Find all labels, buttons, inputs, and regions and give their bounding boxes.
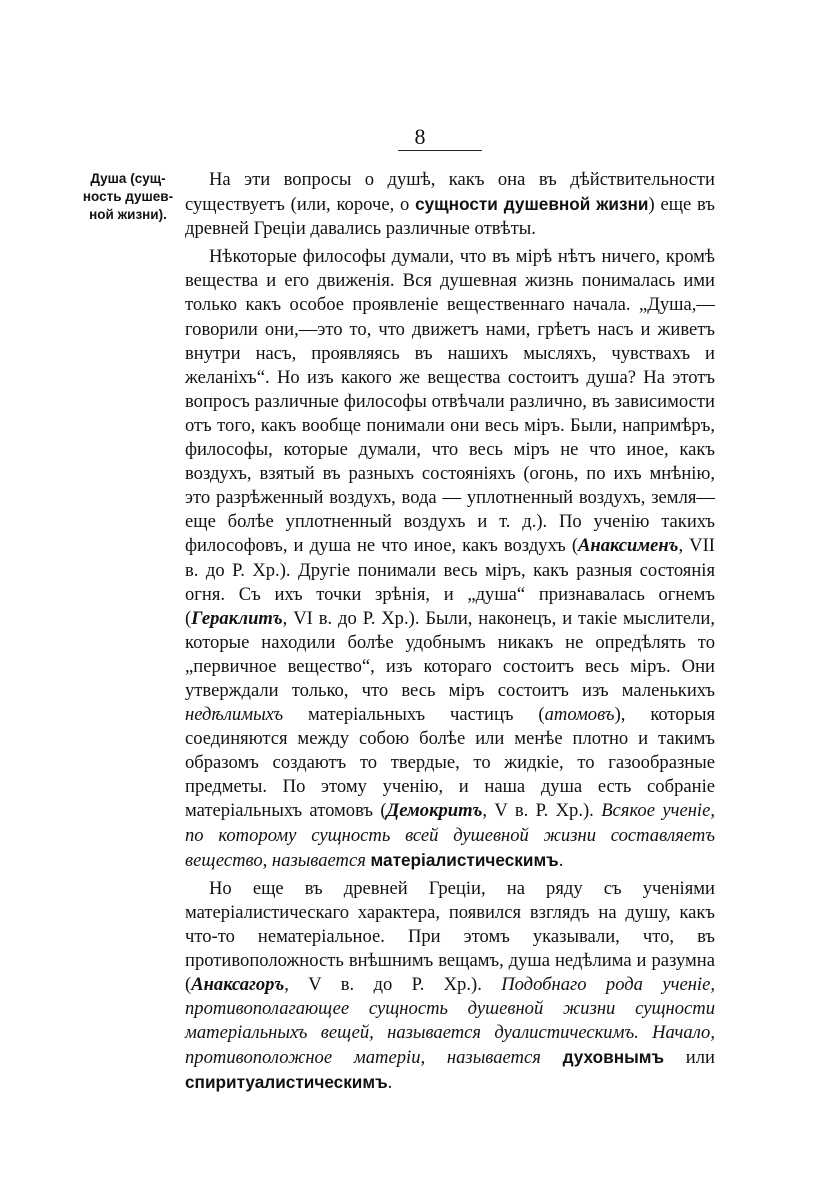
bold-term: спиритуалистическимъ [185, 1072, 388, 1093]
text-run: , V в. Р. Хр.). [482, 800, 602, 822]
text-run: матеріальныхъ частицъ ( [283, 704, 545, 726]
philosopher-name: Анаксагоръ [191, 974, 285, 996]
italic-text: Всякое ученіе, по которому сущность всей душевной жизни составляетъ вещество, называется [185, 800, 715, 871]
text-run: На эти вопросы о душѣ, какъ она въ дѣйствительности существуетъ (или, короче, о [185, 169, 715, 216]
text-run: Нѣкоторые философы думали, что въ мірѣ нѣтъ ничего, кромѣ вещества и его движенія. Вся душевная жизнь понималась ими только какъ особое проявленіе вещественнаго начала. „Душа,—говорили они,—это то, что движетъ нами, грѣетъ насъ и живетъ внутри насъ, проявляясь въ нашихъ мысляхъ, чувствахъ и желаніхъ“. Но изъ какого же вещества состоитъ душа? На этотъ вопросъ различные философы отвѣчали различно, въ зависимости отъ того, какъ вообще понимали они весь міръ. Были, напримѣръ, философы, которые думали, что весь міръ не что иное, какъ воздухъ, взятый въ разныхъ состояніяхъ (огонь, по ихъ мнѣнію, это разрѣженный воздухъ, вода — уплотненный воздухъ, земля—еще болѣе уплотненный воздухъ и т. д.). По ученію такихъ философовъ, и душа не что иное, какъ воздухъ ( [185, 246, 715, 557]
text-run: , V в. до Р. Хр.). [284, 974, 502, 996]
page-number: 8 [414, 124, 426, 149]
italic-text: недѣлимыхъ [185, 704, 284, 726]
text-run: , VI в. до Р. Хр.). Были, наконецъ, и такіе мыслители, которые находили болѣе удобнымъ никакъ не опредѣлять то „первичное вещество“, изъ котораго состоитъ весь міръ. Они утверждали только, что весь міръ состоитъ изъ маленькихъ [185, 607, 715, 701]
italic-text: Подобнаго рода ученіе, противополагающее сущность душевной жизни сущности матеріальныхъ вещей, называется дуалистическимъ. Начало, противоположное матеріи, называется [185, 974, 715, 1069]
text-run: Но еще въ древней Греціи, на ряду съ ученіями матеріалистическаго характера, появился взглядъ на душу, какъ что-то нематеріальное. При этомъ указывали, что, въ противоположность внѣшнимъ вещамъ, душа недѣлима и разумна ( [185, 877, 715, 996]
bold-term: матеріалистическимъ [370, 849, 559, 870]
text-run: . [558, 849, 564, 871]
philosopher-name: Демокритъ [386, 800, 483, 822]
bold-term: сущности душевной жизни [415, 194, 649, 215]
text-run: . [387, 1072, 393, 1094]
bold-term: духовнымъ [562, 1047, 665, 1068]
text-run: или [664, 1047, 715, 1069]
paragraph [185, 245, 715, 872]
italic-text: атомовъ [544, 704, 615, 726]
text-run: ), которыя соединяются между собою болѣе или менѣе плотно и такимъ образомъ создаютъ то твердые, то жидкіе, то газообразные предметы. По этому ученію, и наша душа есть собраніе матеріальныхъ атомовъ ( [185, 704, 715, 822]
text-run: , VII в. до Р. Хр.). Другіе понимали весь міръ, какъ разныя состоянія огня. Съ ихъ точки зрѣнія, и „душа“ признавалась огнемъ ( [185, 535, 715, 629]
main-text [185, 168, 715, 1096]
paragraph [185, 168, 715, 241]
margin-note: Душа (сущ-ность душев-ной жизни). [82, 171, 174, 222]
philosopher-name: Гераклитъ [191, 607, 283, 629]
page-number-underline [398, 150, 482, 151]
paragraph [185, 877, 715, 1096]
text-run: ) еще въ древней Греціи давались различные отвѣты. [185, 194, 715, 240]
philosopher-name: Анаксименъ [578, 535, 679, 557]
